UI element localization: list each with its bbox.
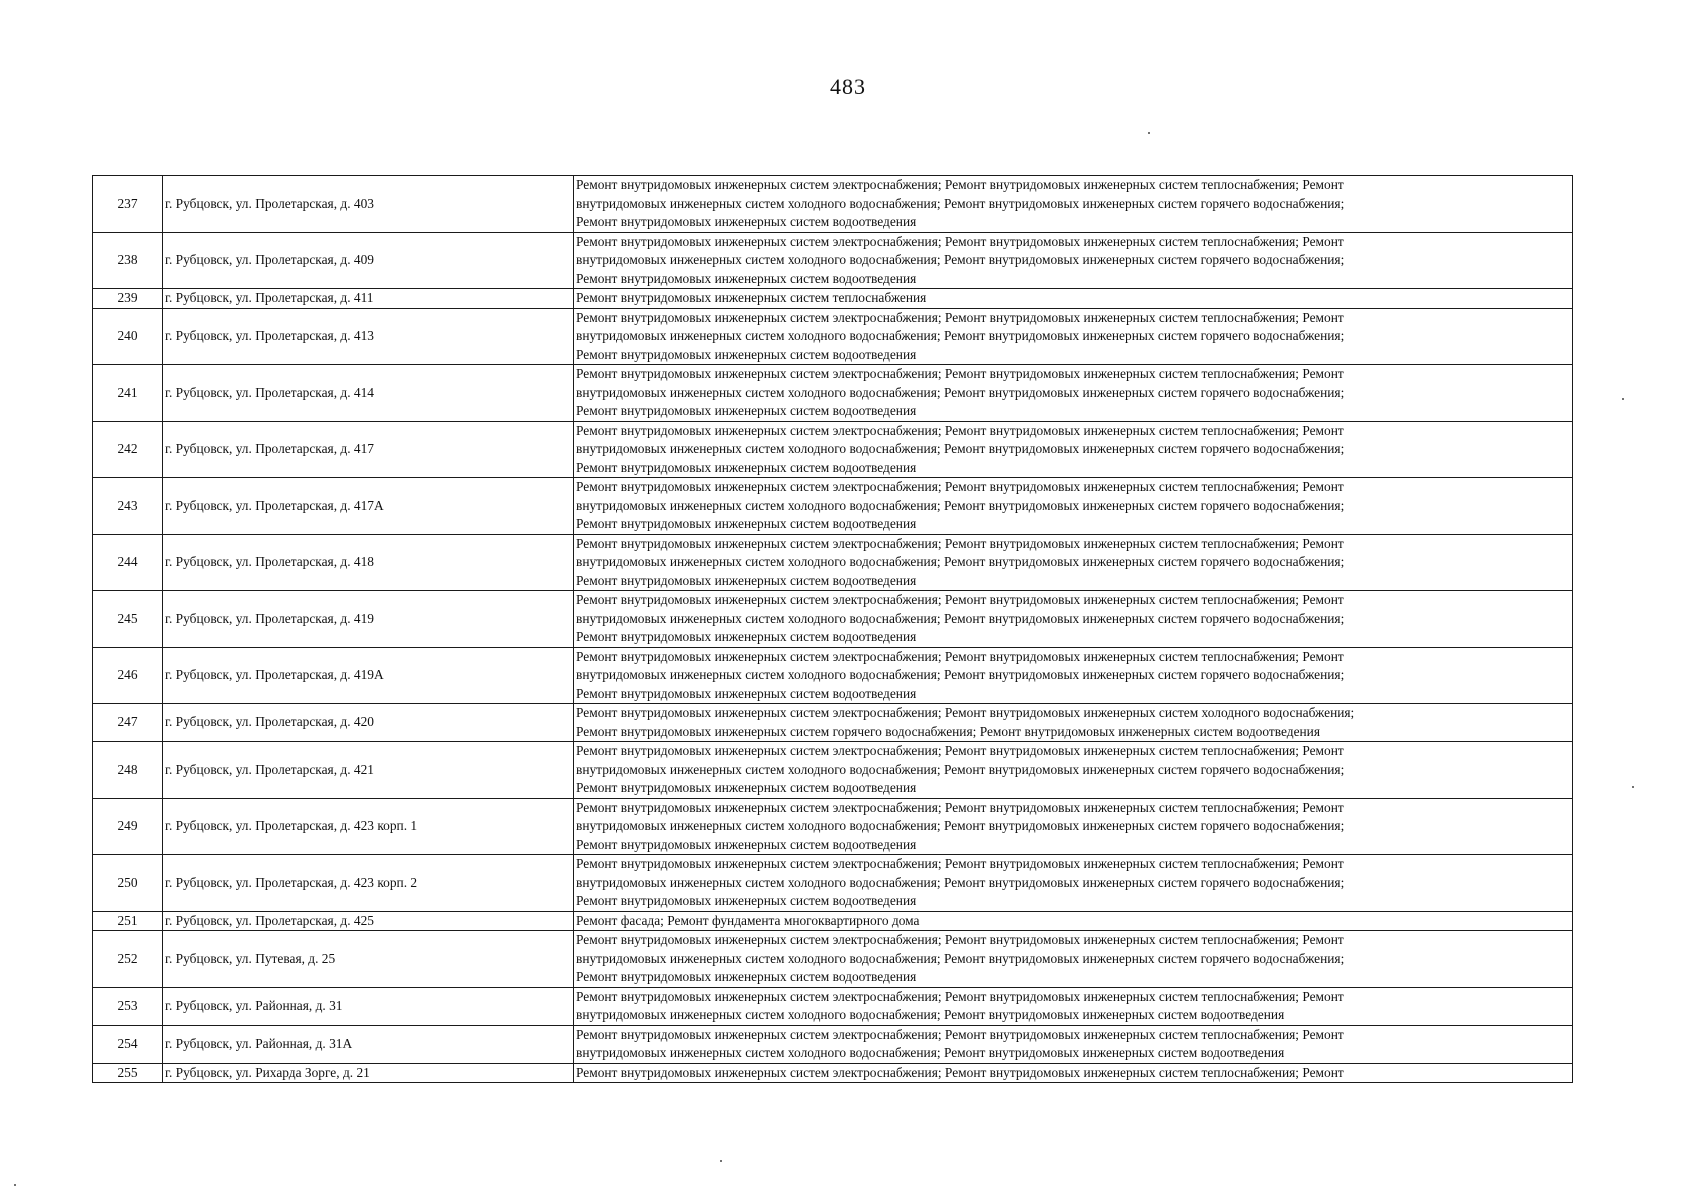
address-cell: г. Рубцовск, ул. Пролетарская, д. 425 bbox=[163, 911, 574, 931]
table-body bbox=[93, 176, 1573, 1083]
work-line: Ремонт внутридомовых инженерных систем электроснабжения; Ремонт внутридомовых инженерных систем теплоснабжения; Ремонт bbox=[576, 592, 1344, 607]
row-number-cell: 246 bbox=[93, 647, 163, 704]
work-line: Ремонт фасада; Ремонт фундамента многоквартирного дома bbox=[576, 912, 920, 928]
table-row bbox=[93, 478, 1573, 535]
work-line: Ремонт внутридомовых инженерных систем электроснабжения; Ремонт внутридомовых инженерных систем теплоснабжения; Ремонт bbox=[576, 422, 1344, 438]
work-line: Ремонт внутридомовых инженерных систем водоотведения bbox=[576, 969, 917, 984]
work-line: внутридомовых инженерных систем холодного водоснабжения; Ремонт внутридомовых инженерных систем водоотведения bbox=[576, 1007, 1285, 1022]
table-row bbox=[93, 931, 1573, 988]
work-line: Ремонт внутридомовых инженерных систем горячего водоснабжения; Ремонт внутридомовых инженерных систем водоотведения bbox=[576, 723, 1321, 739]
page-number: 483 bbox=[830, 74, 866, 99]
scan-speck bbox=[1622, 398, 1624, 400]
work-line: Ремонт внутридомовых инженерных систем электроснабжения; Ремонт внутридомовых инженерных систем теплоснабжения; Ремонт bbox=[576, 988, 1344, 1004]
table-row bbox=[93, 308, 1573, 365]
table-row bbox=[93, 798, 1573, 855]
work-description-cell bbox=[574, 798, 1573, 855]
address-cell: г. Рубцовск, ул. Пролетарская, д. 419А bbox=[163, 647, 574, 704]
address-cell: г. Рубцовск, ул. Пролетарская, д. 419 bbox=[163, 591, 574, 648]
scan-speck bbox=[1148, 132, 1150, 134]
work-line: Ремонт внутридомовых инженерных систем водоотведения bbox=[576, 893, 917, 908]
work-line: Ремонт внутридомовых инженерных систем водоотведения bbox=[576, 459, 917, 475]
address-cell: г. Рубцовск, ул. Пролетарская, д. 403 bbox=[163, 176, 574, 233]
work-description-cell bbox=[574, 176, 1573, 233]
address-cell: г. Рубцовск, ул. Пролетарская, д. 409 bbox=[163, 232, 574, 289]
work-description-cell bbox=[574, 704, 1573, 742]
address-cell: г. Рубцовск, ул. Пролетарская, д. 423 корп. 1 bbox=[163, 798, 574, 855]
work-line: Ремонт внутридомовых инженерных систем электроснабжения; Ремонт внутридомовых инженерных систем теплоснабжения; Ремонт bbox=[576, 648, 1344, 664]
row-number-cell: 245 bbox=[93, 591, 163, 648]
work-description-cell bbox=[574, 478, 1573, 535]
work-line: Ремонт внутридомовых инженерных систем электроснабжения; Ремонт внутридомовых инженерных систем теплоснабжения; Ремонт bbox=[576, 856, 1344, 871]
work-line: внутридомовых инженерных систем холодного водоснабжения; Ремонт внутридомовых инженерных систем горячего водоснабжения; bbox=[576, 195, 1345, 211]
work-description-cell bbox=[574, 421, 1573, 478]
work-line: Ремонт внутридомовых инженерных систем теплоснабжения bbox=[576, 290, 927, 305]
work-description-cell bbox=[574, 232, 1573, 289]
work-line: Ремонт внутридомовых инженерных систем водоотведения bbox=[576, 516, 917, 531]
row-number-cell: 241 bbox=[93, 365, 163, 422]
table-row bbox=[93, 1063, 1573, 1083]
work-line: внутридомовых инженерных систем холодного водоснабжения; Ремонт внутридомовых инженерных систем горячего водоснабжения; bbox=[576, 441, 1345, 456]
work-line: внутридомовых инженерных систем холодного водоснабжения; Ремонт внутридомовых инженерных систем горячего водоснабжения; bbox=[576, 610, 1345, 626]
address-cell: г. Рубцовск, ул. Пролетарская, д. 420 bbox=[163, 704, 574, 742]
work-line: Ремонт внутридомовых инженерных систем водоотведения bbox=[576, 685, 917, 701]
row-number-cell: 243 bbox=[93, 478, 163, 535]
address-cell: г. Рубцовск, ул. Пролетарская, д. 411 bbox=[163, 289, 574, 309]
repair-works-table bbox=[92, 175, 1573, 1083]
work-description-cell bbox=[574, 591, 1573, 648]
work-description-cell bbox=[574, 742, 1573, 799]
table-row bbox=[93, 647, 1573, 704]
table-row bbox=[93, 534, 1573, 591]
row-number-cell: 252 bbox=[93, 931, 163, 988]
row-number-cell: 251 bbox=[93, 911, 163, 931]
work-line: Ремонт внутридомовых инженерных систем электроснабжения; Ремонт внутридомовых инженерных систем теплоснабжения; Ремонт bbox=[576, 932, 1344, 947]
work-line: Ремонт внутридомовых инженерных систем водоотведения bbox=[576, 403, 917, 418]
work-line: Ремонт внутридомовых инженерных систем электроснабжения; Ремонт внутридомовых инженерных систем теплоснабжения; Ремонт bbox=[576, 233, 1344, 249]
scan-speck bbox=[14, 1184, 16, 1186]
row-number-cell: 237 bbox=[93, 176, 163, 233]
row-number-cell: 254 bbox=[93, 1025, 163, 1063]
work-line: Ремонт внутридомовых инженерных систем электроснабжения; Ремонт внутридомовых инженерных систем теплоснабжения; Ремонт bbox=[576, 1026, 1344, 1042]
work-description-cell bbox=[574, 1063, 1573, 1083]
work-line: Ремонт внутридомовых инженерных систем водоотведения bbox=[576, 836, 917, 852]
address-cell: г. Рубцовск, ул. Пролетарская, д. 413 bbox=[163, 308, 574, 365]
address-cell: г. Рубцовск, ул. Пролетарская, д. 417 bbox=[163, 421, 574, 478]
work-line: внутридомовых инженерных систем холодного водоснабжения; Ремонт внутридомовых инженерных систем горячего водоснабжения; bbox=[576, 818, 1345, 833]
work-line: Ремонт внутридомовых инженерных систем электроснабжения; Ремонт внутридомовых инженерных систем теплоснабжения; Ремонт bbox=[576, 743, 1344, 758]
scan-speck bbox=[1632, 786, 1634, 788]
row-number-cell: 240 bbox=[93, 308, 163, 365]
work-line: Ремонт внутридомовых инженерных систем водоотведения bbox=[576, 572, 917, 588]
work-description-cell bbox=[574, 911, 1573, 931]
work-line: Ремонт внутридомовых инженерных систем электроснабжения; Ремонт внутридомовых инженерных систем теплоснабжения; Ремонт bbox=[576, 366, 1344, 381]
work-line: Ремонт внутридомовых инженерных систем водоотведения bbox=[576, 629, 917, 644]
work-line: Ремонт внутридомовых инженерных систем водоотведения bbox=[576, 214, 917, 229]
work-line: внутридомовых инженерных систем холодного водоснабжения; Ремонт внутридомовых инженерных систем горячего водоснабжения; bbox=[576, 874, 1345, 890]
table-row bbox=[93, 911, 1573, 931]
work-description-cell bbox=[574, 534, 1573, 591]
row-number-cell: 244 bbox=[93, 534, 163, 591]
row-number-cell: 250 bbox=[93, 855, 163, 912]
table-row bbox=[93, 855, 1573, 912]
work-line: Ремонт внутридомовых инженерных систем электроснабжения; Ремонт внутридомовых инженерных систем теплоснабжения; Ремонт bbox=[576, 535, 1344, 551]
work-line: внутридомовых инженерных систем холодного водоснабжения; Ремонт внутридомовых инженерных систем горячего водоснабжения; bbox=[576, 497, 1345, 513]
row-number-cell: 242 bbox=[93, 421, 163, 478]
work-line: Ремонт внутридомовых инженерных систем водоотведения bbox=[576, 780, 917, 795]
row-number-cell: 255 bbox=[93, 1063, 163, 1083]
address-cell: г. Рубцовск, ул. Районная, д. 31А bbox=[163, 1025, 574, 1063]
table-row bbox=[93, 987, 1573, 1025]
work-line: Ремонт внутридомовых инженерных систем электроснабжения; Ремонт внутридомовых инженерных систем теплоснабжения; Ремонт bbox=[576, 1064, 1344, 1080]
work-line: Ремонт внутридомовых инженерных систем электроснабжения; Ремонт внутридомовых инженерных систем теплоснабжения; Ремонт bbox=[576, 177, 1344, 192]
work-description-cell bbox=[574, 1025, 1573, 1063]
work-line: Ремонт внутридомовых инженерных систем водоотведения bbox=[576, 270, 917, 286]
row-number-cell: 248 bbox=[93, 742, 163, 799]
address-cell: г. Рубцовск, ул. Рихарда Зорге, д. 21 bbox=[163, 1063, 574, 1083]
address-cell: г. Рубцовск, ул. Пролетарская, д. 414 bbox=[163, 365, 574, 422]
work-line: Ремонт внутридомовых инженерных систем электроснабжения; Ремонт внутридомовых инженерных систем холодного водоснабжения; bbox=[576, 705, 1355, 720]
work-line: Ремонт внутридомовых инженерных систем электроснабжения; Ремонт внутридомовых инженерных систем теплоснабжения; Ремонт bbox=[576, 799, 1344, 815]
table-row bbox=[93, 289, 1573, 309]
address-cell: г. Рубцовск, ул. Пролетарская, д. 421 bbox=[163, 742, 574, 799]
work-description-cell bbox=[574, 987, 1573, 1025]
scan-speck bbox=[720, 1160, 722, 1162]
work-line: внутридомовых инженерных систем холодного водоснабжения; Ремонт внутридомовых инженерных систем горячего водоснабжения; bbox=[576, 384, 1345, 400]
row-number-cell: 249 bbox=[93, 798, 163, 855]
table-row bbox=[93, 742, 1573, 799]
work-description-cell bbox=[574, 308, 1573, 365]
work-line: Ремонт внутридомовых инженерных систем водоотведения bbox=[576, 346, 917, 362]
row-number-cell: 238 bbox=[93, 232, 163, 289]
work-description-cell bbox=[574, 365, 1573, 422]
work-line: внутридомовых инженерных систем холодного водоснабжения; Ремонт внутридомовых инженерных систем горячего водоснабжения; bbox=[576, 950, 1345, 966]
work-description-cell bbox=[574, 931, 1573, 988]
work-line: внутридомовых инженерных систем холодного водоснабжения; Ремонт внутридомовых инженерных систем горячего водоснабжения; bbox=[576, 554, 1345, 569]
row-number-cell: 239 bbox=[93, 289, 163, 309]
work-line: внутридомовых инженерных систем холодного водоснабжения; Ремонт внутридомовых инженерных систем горячего водоснабжения; bbox=[576, 761, 1345, 777]
table-row bbox=[93, 704, 1573, 742]
work-description-cell bbox=[574, 855, 1573, 912]
work-line: внутридомовых инженерных систем холодного водоснабжения; Ремонт внутридомовых инженерных систем горячего водоснабжения; bbox=[576, 667, 1345, 682]
table-row bbox=[93, 1025, 1573, 1063]
address-cell: г. Рубцовск, ул. Районная, д. 31 bbox=[163, 987, 574, 1025]
table-row bbox=[93, 365, 1573, 422]
table-row bbox=[93, 176, 1573, 233]
table-row bbox=[93, 591, 1573, 648]
address-cell: г. Рубцовск, ул. Пролетарская, д. 418 bbox=[163, 534, 574, 591]
work-line: внутридомовых инженерных систем холодного водоснабжения; Ремонт внутридомовых инженерных систем горячего водоснабжения; bbox=[576, 252, 1345, 267]
work-line: Ремонт внутридомовых инженерных систем электроснабжения; Ремонт внутридомовых инженерных систем теплоснабжения; Ремонт bbox=[576, 309, 1344, 325]
work-description-cell bbox=[574, 289, 1573, 309]
work-line: внутридомовых инженерных систем холодного водоснабжения; Ремонт внутридомовых инженерных систем водоотведения bbox=[576, 1045, 1285, 1060]
work-description-cell bbox=[574, 647, 1573, 704]
table-row bbox=[93, 232, 1573, 289]
address-cell: г. Рубцовск, ул. Пролетарская, д. 423 корп. 2 bbox=[163, 855, 574, 912]
work-line: внутридомовых инженерных систем холодного водоснабжения; Ремонт внутридомовых инженерных систем горячего водоснабжения; bbox=[576, 328, 1345, 343]
table-row bbox=[93, 421, 1573, 478]
address-cell: г. Рубцовск, ул. Пролетарская, д. 417А bbox=[163, 478, 574, 535]
row-number-cell: 253 bbox=[93, 987, 163, 1025]
work-line: Ремонт внутридомовых инженерных систем электроснабжения; Ремонт внутридомовых инженерных систем теплоснабжения; Ремонт bbox=[576, 479, 1344, 494]
address-cell: г. Рубцовск, ул. Путевая, д. 25 bbox=[163, 931, 574, 988]
row-number-cell: 247 bbox=[93, 704, 163, 742]
